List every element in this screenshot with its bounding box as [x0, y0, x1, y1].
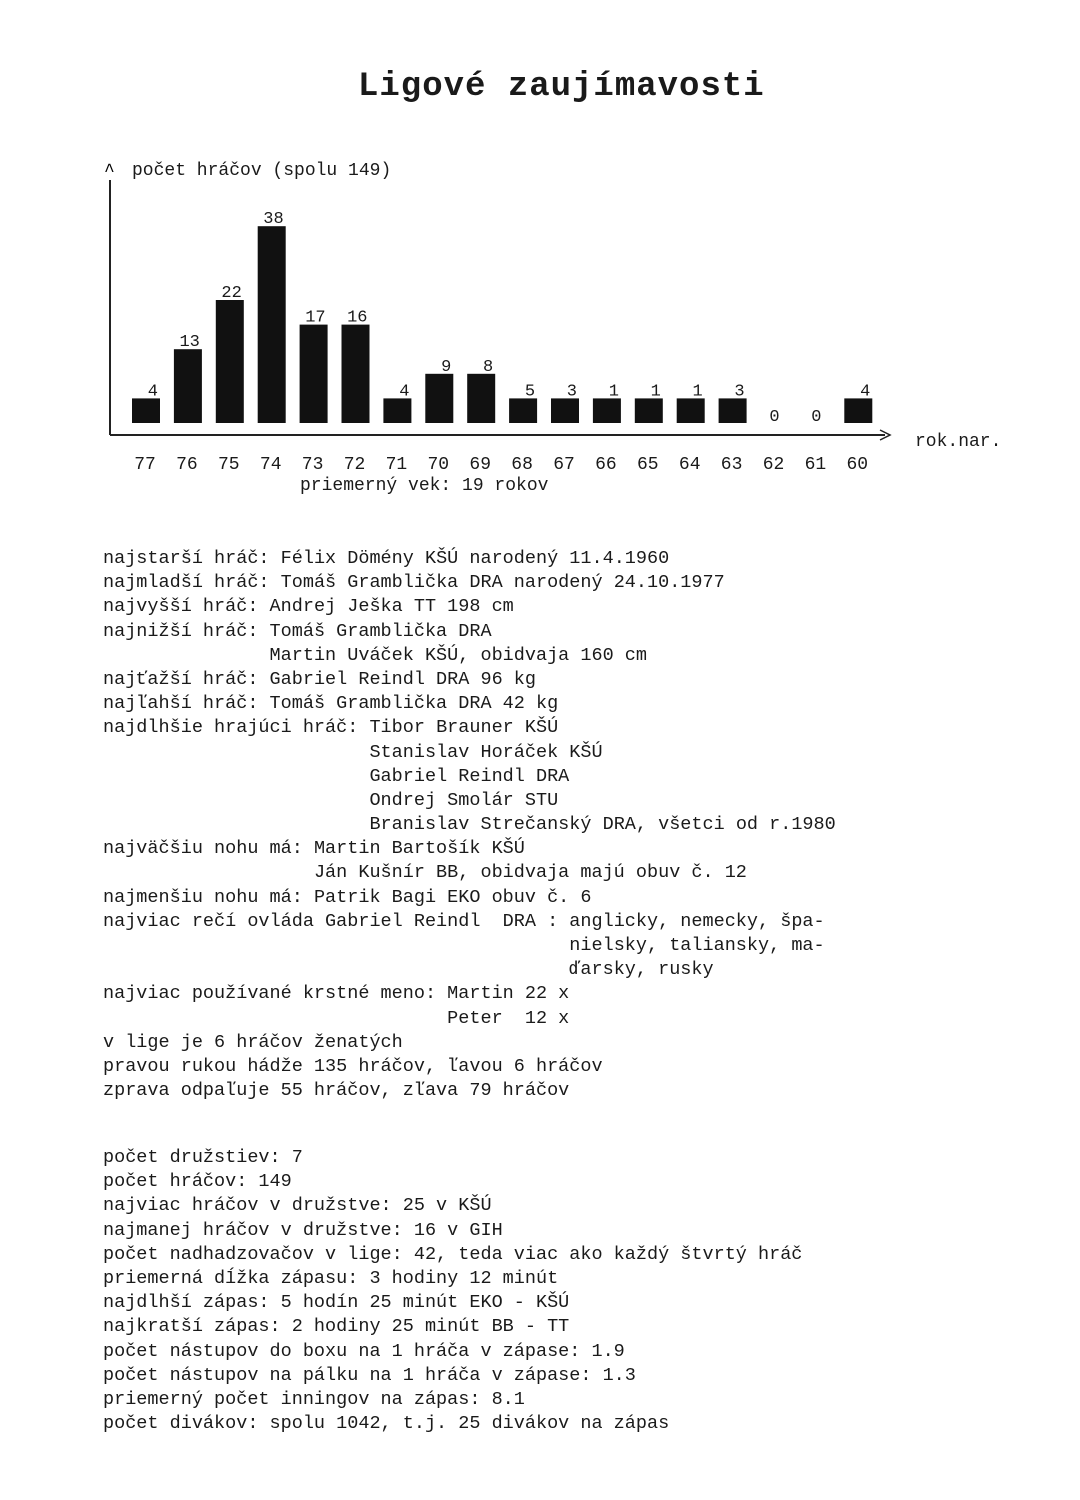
league-stat-line: počet nadhadzovačov v lige: 42, teda viac ako každý štvrtý hráč — [103, 1243, 803, 1265]
data-label-65: 1 — [650, 382, 661, 402]
x-tick-label: 76 — [176, 455, 198, 475]
data-label-67: 3 — [566, 382, 577, 402]
bars-group — [132, 226, 872, 423]
record-value: Tibor Brauner KŠÚ — [369, 717, 559, 739]
record-value: nielsky, taliansky, ma- — [569, 935, 825, 956]
bar-65 — [635, 398, 663, 423]
data-label-68: 5 — [524, 382, 536, 402]
record-line — [103, 620, 836, 644]
record-label — [103, 862, 314, 883]
player-records-list — [103, 547, 836, 1103]
record-line — [103, 982, 836, 1006]
bar-64 — [677, 398, 705, 423]
bar-71 — [383, 398, 411, 423]
record-label: najdlhšie hrajúci hráč: — [103, 717, 370, 739]
record-line — [103, 958, 836, 982]
record-value: Gabriel Reindl DRA — [369, 765, 570, 787]
bar-60 — [844, 398, 872, 423]
record-label — [103, 959, 569, 980]
x-tick-label: 64 — [678, 455, 701, 475]
league-stat-line: počet družstiev: 7 — [103, 1147, 303, 1168]
data-label-76: 13 — [179, 333, 200, 353]
league-stats-list — [103, 1146, 802, 1436]
x-tick-label: 70 — [427, 455, 450, 475]
league-stat-line: najmanej hráčov v družstve: 16 v GIH — [103, 1219, 503, 1241]
record-label: pravou rukou hádže 135 hráčov, ľavou 6 hráčov — [103, 1055, 603, 1077]
league-stat-line: priemerná dĺžka zápasu: 3 hodiny 12 minút — [103, 1267, 559, 1289]
bar-67 — [551, 398, 579, 423]
record-label — [103, 742, 369, 763]
data-label-63: 3 — [734, 382, 745, 402]
x-tick-label: 68 — [511, 455, 533, 475]
data-label-72: 16 — [347, 308, 368, 328]
record-line — [103, 765, 836, 789]
record-value: Martin Bartošík KŠÚ — [313, 838, 525, 860]
record-line — [103, 571, 836, 595]
data-label-62: 0 — [769, 408, 780, 427]
league-stat-line: priemerný počet inningov na zápas: 8.1 — [103, 1388, 525, 1410]
x-tick-label: 74 — [259, 455, 282, 475]
record-label: v lige je 6 hráčov ženatých — [103, 1031, 403, 1053]
record-value: Tomáš Gramblička DRA — [269, 620, 492, 642]
record-value: Branislav Strečanský DRA, všetci od r.1980 — [369, 814, 836, 836]
x-tick-label: 73 — [301, 455, 324, 475]
bar-75 — [216, 300, 244, 423]
record-line — [103, 1007, 836, 1031]
record-label — [103, 645, 270, 666]
record-label — [103, 766, 369, 787]
league-stat-line: počet nástupov do boxu na 1 hráča v zápase: 1.9 — [103, 1340, 625, 1362]
data-label-77: 4 — [147, 382, 158, 402]
record-label: najviac používané krstné meno: — [103, 983, 448, 1005]
x-tick-label: 66 — [595, 455, 617, 475]
x-tick-label: 72 — [343, 455, 366, 475]
record-line — [103, 910, 836, 934]
record-value: Andrej Ješka TT 198 cm — [269, 596, 514, 618]
data-label-64: 1 — [692, 382, 703, 402]
record-label: zprava odpaľuje 55 hráčov, zľava 79 hráčov — [103, 1080, 570, 1102]
bar-76 — [174, 349, 202, 423]
bar-72 — [342, 325, 370, 423]
league-stat-line: počet divákov: spolu 1042, t.j. 25 divákov na zápas — [103, 1413, 670, 1435]
record-line — [103, 861, 836, 885]
record-value: ďarsky, rusky — [569, 959, 714, 981]
record-value: Patrik Bagi EKO obuv č. 6 — [313, 886, 592, 908]
record-label: najstarší hráč: — [103, 548, 281, 569]
bar-73 — [300, 325, 328, 423]
x-tick-label: 65 — [636, 455, 659, 475]
x-tick-label: 62 — [762, 455, 785, 475]
record-label — [103, 1008, 447, 1029]
record-line — [103, 547, 836, 571]
record-label — [103, 935, 569, 956]
record-line — [103, 813, 836, 837]
record-line — [103, 1055, 836, 1079]
average-age-note: priemerný vek: 19 rokov — [300, 476, 549, 496]
record-line — [103, 934, 836, 958]
league-stat-line: najdlhší zápas: 5 hodín 25 minút EKO - KŠÚ — [103, 1292, 570, 1314]
record-label: najvyšší hráč: — [103, 596, 270, 618]
y-axis-label: počet hráčov (spolu 149) — [132, 161, 392, 181]
record-line — [103, 668, 836, 692]
record-value: Peter 12 x — [447, 1007, 570, 1029]
x-tick-label: 67 — [553, 455, 575, 475]
data-label-69: 8 — [482, 357, 494, 377]
record-line — [103, 595, 836, 619]
league-stat-line: počet hráčov: 149 — [103, 1171, 292, 1193]
record-value: Martin 22 x — [447, 983, 570, 1005]
record-label: najmenšiu nohu má: — [103, 886, 314, 908]
record-label: najľahší hráč: — [103, 693, 270, 715]
record-line — [103, 1031, 836, 1055]
record-line — [103, 837, 836, 861]
record-line — [103, 886, 836, 910]
record-line — [103, 789, 836, 813]
data-labels-group — [148, 210, 871, 427]
league-stat-line: najkratší zápas: 2 hodiny 25 minút BB - TT — [103, 1316, 570, 1338]
league-stat-line: najviac hráčov v družstve: 25 v KŠÚ — [103, 1195, 492, 1217]
record-value: Tomáš Gramblička DRA narodený 24.10.1977 — [280, 572, 725, 594]
record-label: najväčšiu nohu má: — [103, 838, 314, 860]
data-label-73: 17 — [305, 308, 326, 328]
record-value: Félix Dömény KŠÚ narodený 11.4.1960 — [280, 548, 670, 569]
record-value: Ján Kušnír BB, obidvaja majú obuv č. 12 — [313, 862, 747, 884]
record-line — [103, 1079, 836, 1103]
record-value: Martin Uváček KŠÚ, obidvaja 160 cm — [269, 644, 647, 666]
record-value: anglicky, nemecky, špa- — [569, 910, 825, 932]
record-value: Ondrej Smolár STU — [369, 789, 559, 811]
record-line — [103, 741, 836, 765]
data-label-74: 38 — [263, 210, 284, 230]
league-stat-line: počet nástupov na pálku na 1 hráča v zápase: 1.3 — [103, 1364, 636, 1386]
x-tick-labels-group — [134, 455, 868, 475]
data-label-70: 9 — [441, 357, 452, 377]
record-line — [103, 692, 836, 716]
data-label-61: 0 — [811, 408, 822, 427]
record-value: Gabriel Reindl DRA 96 kg — [269, 668, 536, 690]
x-tick-label: 71 — [385, 455, 408, 475]
bar-74 — [258, 226, 286, 423]
x-axis-label: rok.nar. — [915, 432, 1002, 452]
record-value: Stanislav Horáček KŠÚ — [369, 741, 603, 763]
record-label: najnižší hráč: — [103, 620, 270, 642]
birth-year-bar-chart — [0, 0, 1080, 500]
bar-70 — [425, 374, 453, 423]
record-label: najmladší hráč: — [103, 572, 281, 594]
record-line — [103, 644, 836, 668]
page-title: Ligové zaujímavosti — [358, 68, 765, 106]
record-label — [103, 814, 369, 835]
bar-69 — [467, 374, 495, 423]
data-label-71: 4 — [399, 382, 410, 402]
data-label-60: 4 — [860, 382, 871, 402]
x-tick-label: 60 — [846, 455, 869, 475]
record-label — [103, 790, 369, 811]
bar-68 — [509, 398, 537, 423]
record-value: Tomáš Gramblička DRA 42 kg — [269, 693, 559, 715]
x-tick-label: 69 — [469, 455, 492, 475]
x-tick-label: 77 — [134, 455, 156, 475]
data-label-66: 1 — [608, 382, 619, 402]
y-axis-arrow-icon: ^ — [104, 162, 115, 182]
record-label: najviac rečí ovláda Gabriel Reindl DRA : — [103, 910, 570, 932]
x-tick-label: 63 — [720, 455, 743, 475]
bar-77 — [132, 398, 160, 423]
bar-66 — [593, 398, 621, 423]
bar-63 — [719, 398, 747, 423]
x-tick-label: 75 — [217, 455, 240, 475]
data-label-75: 22 — [221, 284, 242, 303]
record-label: najťažší hráč: — [103, 668, 270, 690]
record-line — [103, 716, 836, 740]
x-tick-label: 61 — [804, 455, 827, 475]
